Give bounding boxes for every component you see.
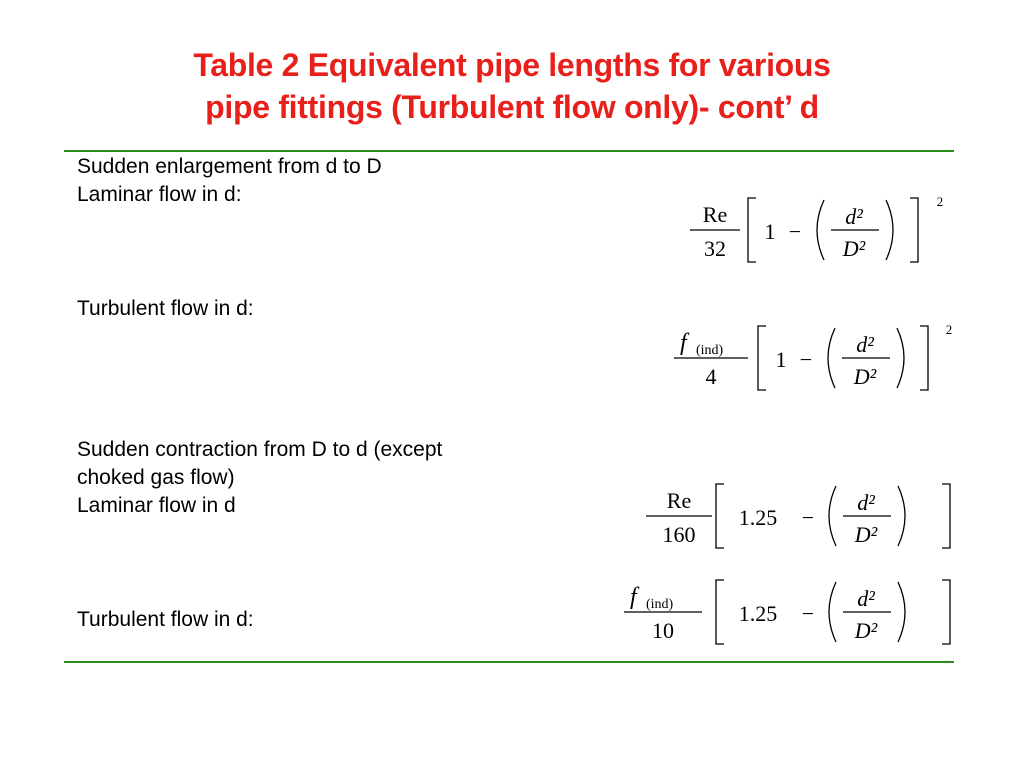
f1-left-bracket [748,198,756,262]
f2-exponent: 2 [945,322,953,337]
f3-minus: − [801,505,815,530]
f4-right-paren [898,582,905,642]
f3-left-bracket [716,484,724,548]
f1-one: 1 [764,219,776,244]
f3-left-paren [829,486,836,546]
contraction-turbulent-label: Turbulent flow in d: [77,608,254,631]
table-top-rule [64,150,954,152]
title-line-2: pipe fittings (Turbulent flow only)- cont’ d [205,89,819,125]
f2-left-paren [828,328,835,388]
contraction-laminar-label: Laminar flow in d [77,494,236,517]
f3-d2: d² [857,490,875,515]
f2-minus: − [799,347,813,372]
title-line-1: Table 2 Equivalent pipe lengths for various [193,47,831,83]
f1-right-bracket [910,198,918,262]
f2-denominator: 4 [705,364,717,389]
f2-D2: D² [853,364,877,389]
f4-denominator: 10 [652,618,674,643]
contraction-heading-line-1: Sudden contraction from D to d (except [77,438,443,461]
slide-title [0,44,1024,128]
f4-subscript: (ind) [646,597,674,612]
f2-left-bracket [758,326,766,390]
f3-constant: 1.25 [738,505,778,530]
enlargement-heading: Sudden enlargement from d to D [77,155,382,178]
f2-one: 1 [775,347,787,372]
f1-D2: D² [842,236,866,261]
f3-D2: D² [854,522,878,547]
enlargement-laminar-label: Laminar flow in d: [77,183,242,206]
f3-denominator: 160 [662,522,696,547]
f4-right-bracket [942,580,950,644]
enlargement-turbulent-label: Turbulent flow in d: [77,297,254,320]
f1-denominator: 32 [704,236,726,261]
f4-constant: 1.25 [738,601,778,626]
f4-D2: D² [854,618,878,643]
f2-f: f [680,330,687,356]
f3-right-paren [898,486,905,546]
f4-f: f [630,584,637,610]
f3-right-bracket [942,484,950,548]
f2-right-paren [897,328,904,388]
f1-left-paren [817,200,824,260]
f4-left-paren [829,582,836,642]
f2-d2: d² [856,332,874,357]
f3-numerator: Re [666,488,692,513]
f1-numerator: Re [702,202,728,227]
f1-minus: − [788,219,802,244]
contraction-heading-line-2: choked gas flow) [77,466,235,489]
formula-contraction-turbulent [620,572,958,652]
formula-contraction-laminar [642,476,958,556]
formula-enlargement-turbulent [668,318,958,398]
f2-right-bracket [920,326,928,390]
f4-d2: d² [857,586,875,611]
f1-d2: d² [845,204,863,229]
f1-right-paren [886,200,893,260]
formula-enlargement-laminar [686,190,956,270]
f4-left-bracket [716,580,724,644]
table-bottom-rule [64,661,954,663]
f4-minus: − [801,601,815,626]
f2-subscript: (ind) [696,343,724,358]
f1-exponent: 2 [936,194,944,209]
